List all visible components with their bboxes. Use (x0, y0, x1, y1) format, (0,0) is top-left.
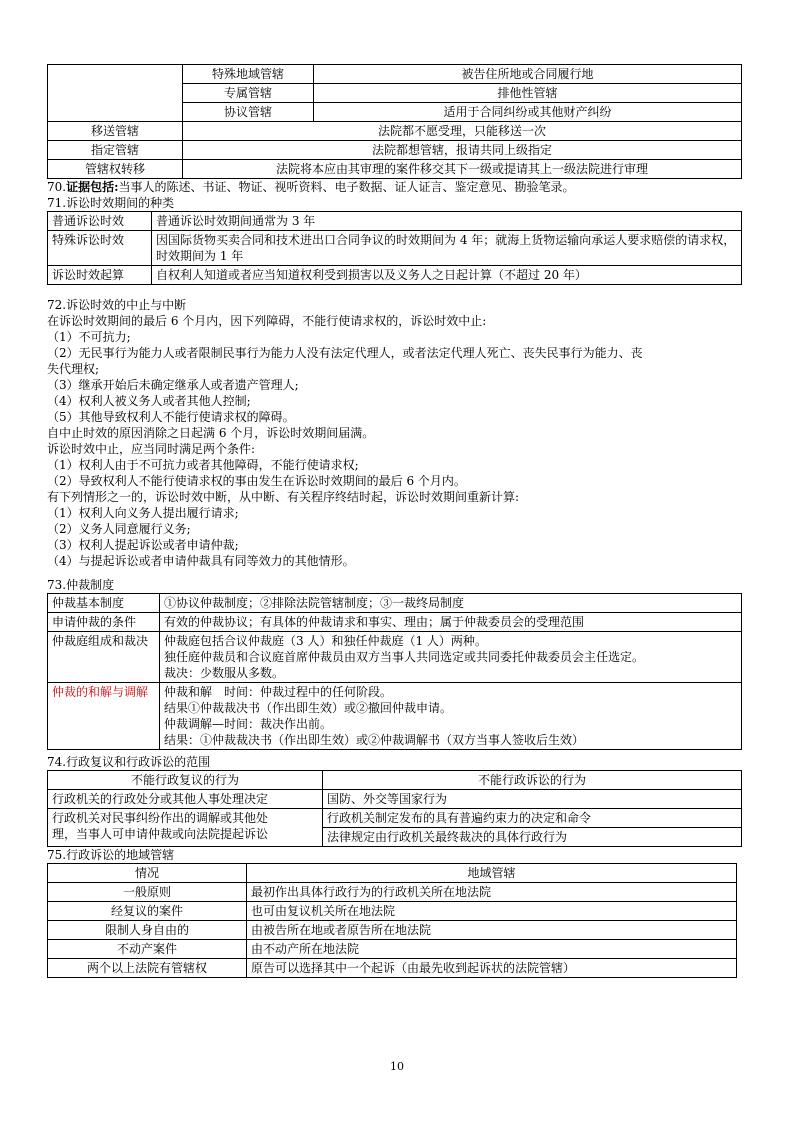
table-cell: 仲裁和解 时间：仲裁过程中的任何阶段。 结果①仲裁裁决书（作出即生效）或②撤回仲裁申请。 仲裁调解—时间：裁决作出前。 结果：①仲裁裁决书（作出即生效）或②仲裁调解书（双方当事人签收后生效） (160, 683, 742, 750)
table-cell: 特殊地域管辖 (183, 65, 314, 84)
table-cell: 原告可以选择其中一个起诉（由最先收到起诉状的法院管辖） (247, 959, 737, 978)
table-cell: 普通诉讼时效 (48, 212, 152, 231)
table-cell: 协议管辖 (183, 103, 314, 122)
table-row (48, 160, 742, 179)
table-row (48, 921, 737, 940)
table-row (48, 883, 737, 902)
table-cell: 特殊诉讼时效 (48, 231, 152, 266)
table-row (48, 594, 742, 613)
table-row (48, 864, 737, 883)
table-row (48, 771, 742, 790)
table-row (48, 809, 742, 828)
table-header: 地域管辖 (247, 864, 737, 883)
table-cell: 也可由复议机关所在地法院 (247, 902, 737, 921)
table-cell: 管辖权转移 (48, 160, 183, 179)
limitation-table (47, 211, 742, 285)
section-73-title: 73.仲裁制度 (47, 578, 115, 592)
text-line: （3）权利人提起诉讼或者申请仲裁; (47, 538, 239, 552)
table-row (48, 122, 742, 141)
text-line: 失代理权; (47, 362, 100, 376)
text-line: 自中止时效的原因消除之日起满 6 个月，诉讼时效期间届满。 (47, 426, 375, 440)
text-line: 有下列情形之一的，诉讼时效中断，从中断、有关程序终结时起，诉讼时效期间重新计算: (47, 490, 520, 504)
text-line: （4）权利人被义务人或者其他人控制; (47, 394, 251, 408)
page-number: 10 (390, 1060, 404, 1073)
table-cell: 国防、外交等国家行为 (323, 790, 742, 809)
table-row (48, 790, 742, 809)
section-75-title: 75.行政诉讼的地域管辖 (47, 848, 175, 862)
table-row (48, 940, 737, 959)
table-cell: 由不动产所在地法院 (247, 940, 737, 959)
table-header: 不能行政诉讼的行为 (323, 771, 742, 790)
text-line: 在诉讼时效期间的最后 6 个月内，因下列障碍，不能行使请求权的，诉讼时效中止: (47, 314, 487, 328)
table-cell: 一般原则 (48, 883, 247, 902)
text-line: （1）权利人向义务人提出履行请求; (47, 506, 239, 520)
jurisdiction-table (47, 64, 742, 179)
table-cell: 法院都想管辖，报请共同上级指定 (183, 141, 742, 160)
table-row (48, 212, 742, 231)
table-cell: 最初作出具体行政行为的行政机关所在地法院 (247, 883, 737, 902)
section-72-body (47, 313, 742, 569)
table-cell: 指定管辖 (48, 141, 183, 160)
table-row (48, 266, 742, 285)
table-cell: 行政机关对民事纠纷作出的调解或其他处 理，当事人可申请仲裁或向法院提起诉讼 (48, 809, 323, 847)
table-row (48, 65, 742, 84)
table-row (48, 231, 742, 266)
table-cell: 排他性管辖 (314, 84, 742, 103)
arbitration-table (47, 593, 742, 750)
table-cell: 普通诉讼时效期间通常为 3 年 (152, 212, 742, 231)
text-line: （5）其他导致权利人不能行使请求权的障碍。 (47, 410, 295, 424)
text-line: （2）无民事行为能力人或者限制民事行为能力人没有法定代理人，或者法定代理人死亡、丧失民事行为能力、丧 (47, 346, 643, 360)
table-cell: 因国际货物买卖合同和技术进出口合同争议的时效期间为 4 年；就海上货物运输向承运人要求赔偿的请求权，时效期间为 1 年 (152, 231, 742, 266)
table-cell: 仲裁基本制度 (48, 594, 160, 613)
table-cell: 由被告所在地或者原告所在地法院 (247, 921, 737, 940)
text-line: （1）不可抗力; (47, 330, 131, 344)
section-71-title: 71.诉讼时效期间的种类 (47, 196, 175, 210)
table-header: 情况 (48, 864, 247, 883)
table-cell (48, 65, 183, 122)
table-cell: 限制人身自由的 (48, 921, 247, 940)
table-row (48, 632, 742, 683)
highlight-cell: 仲裁的和解与调解 (48, 683, 160, 750)
table-header: 不能行政复议的行为 (48, 771, 323, 790)
text-line: 诉讼时效中止，应当同时满足两个条件: (47, 442, 256, 456)
document-page (47, 64, 742, 978)
table-cell: 诉讼时效起算 (48, 266, 152, 285)
text-line: （1）权利人由于不可抗力或者其他障碍，不能行使请求权; (47, 458, 359, 472)
table-row (48, 613, 742, 632)
table-cell: 行政机关的行政处分或其他人事处理决定 (48, 790, 323, 809)
table-cell: 有效的仲裁协议；有具体的仲裁请求和事实、理由；属于仲裁委员会的受理范围 (160, 613, 742, 632)
section-72-title: 72.诉讼时效的中止与中断 (47, 298, 187, 312)
text-line: （4）与提起诉讼或者申请仲裁具有同等效力的其他情形。 (47, 554, 355, 568)
table-cell: 移送管辖 (48, 122, 183, 141)
territorial-table (47, 863, 737, 978)
table-cell: 行政机关制定发布的具有普遍约束力的决定和命令 (323, 809, 742, 828)
table-cell: 法院都不愿受理，只能移送一次 (183, 122, 742, 141)
text-line: （2）导致权利人不能行使请求权的事由发生在诉讼时效期间的最后 6 个月内。 (47, 474, 466, 488)
table-cell: 被告住所地或合同履行地 (314, 65, 742, 84)
table-cell: ①协议仲裁制度；②排除法院管辖制度；③一裁终局制度 (160, 594, 742, 613)
review-scope-table (47, 770, 742, 847)
table-cell: 法律规定由行政机关最终裁决的具体行政行为 (323, 828, 742, 847)
table-cell: 适用于合同纠纷或其他财产纠纷 (314, 103, 742, 122)
table-row (48, 902, 737, 921)
table-cell: 专属管辖 (183, 84, 314, 103)
text-line: （2）义务人同意履行义务; (47, 522, 191, 536)
table-cell: 法院将本应由其审理的案件移交其下一级或提请其上一级法院进行审理 (183, 160, 742, 179)
table-cell: 申请仲裁的条件 (48, 613, 160, 632)
table-cell: 两个以上法院有管辖权 (48, 959, 247, 978)
table-cell: 仲裁庭包括合议仲裁庭（3 人）和独任仲裁庭（1 人）两种。 独任庭仲裁员和合议庭首席仲裁员由双方当事人共同选定或共同委托仲裁委员会主任选定。 裁决：少数服从多数。 (160, 632, 742, 683)
table-cell: 不动产案件 (48, 940, 247, 959)
table-cell: 自权利人知道或者应当知道权利受到损害以及义务人之日起计算（不超过 20 年） (152, 266, 742, 285)
table-row (48, 959, 737, 978)
table-cell: 仲裁庭组成和裁决 (48, 632, 160, 683)
section-74-title: 74.行政复议和行政诉讼的范围 (47, 755, 211, 769)
table-cell: 经复议的案件 (48, 902, 247, 921)
table-row (48, 683, 742, 750)
table-row (48, 141, 742, 160)
text-line: （3）继承开始后未确定继承人或者遗产管理人; (47, 378, 299, 392)
evidence-paragraph: 70.证据包括:当事人的陈述、书证、物证、视听资料、电子数据、证人证言、鉴定意见、勘验笔录。 (47, 180, 575, 194)
